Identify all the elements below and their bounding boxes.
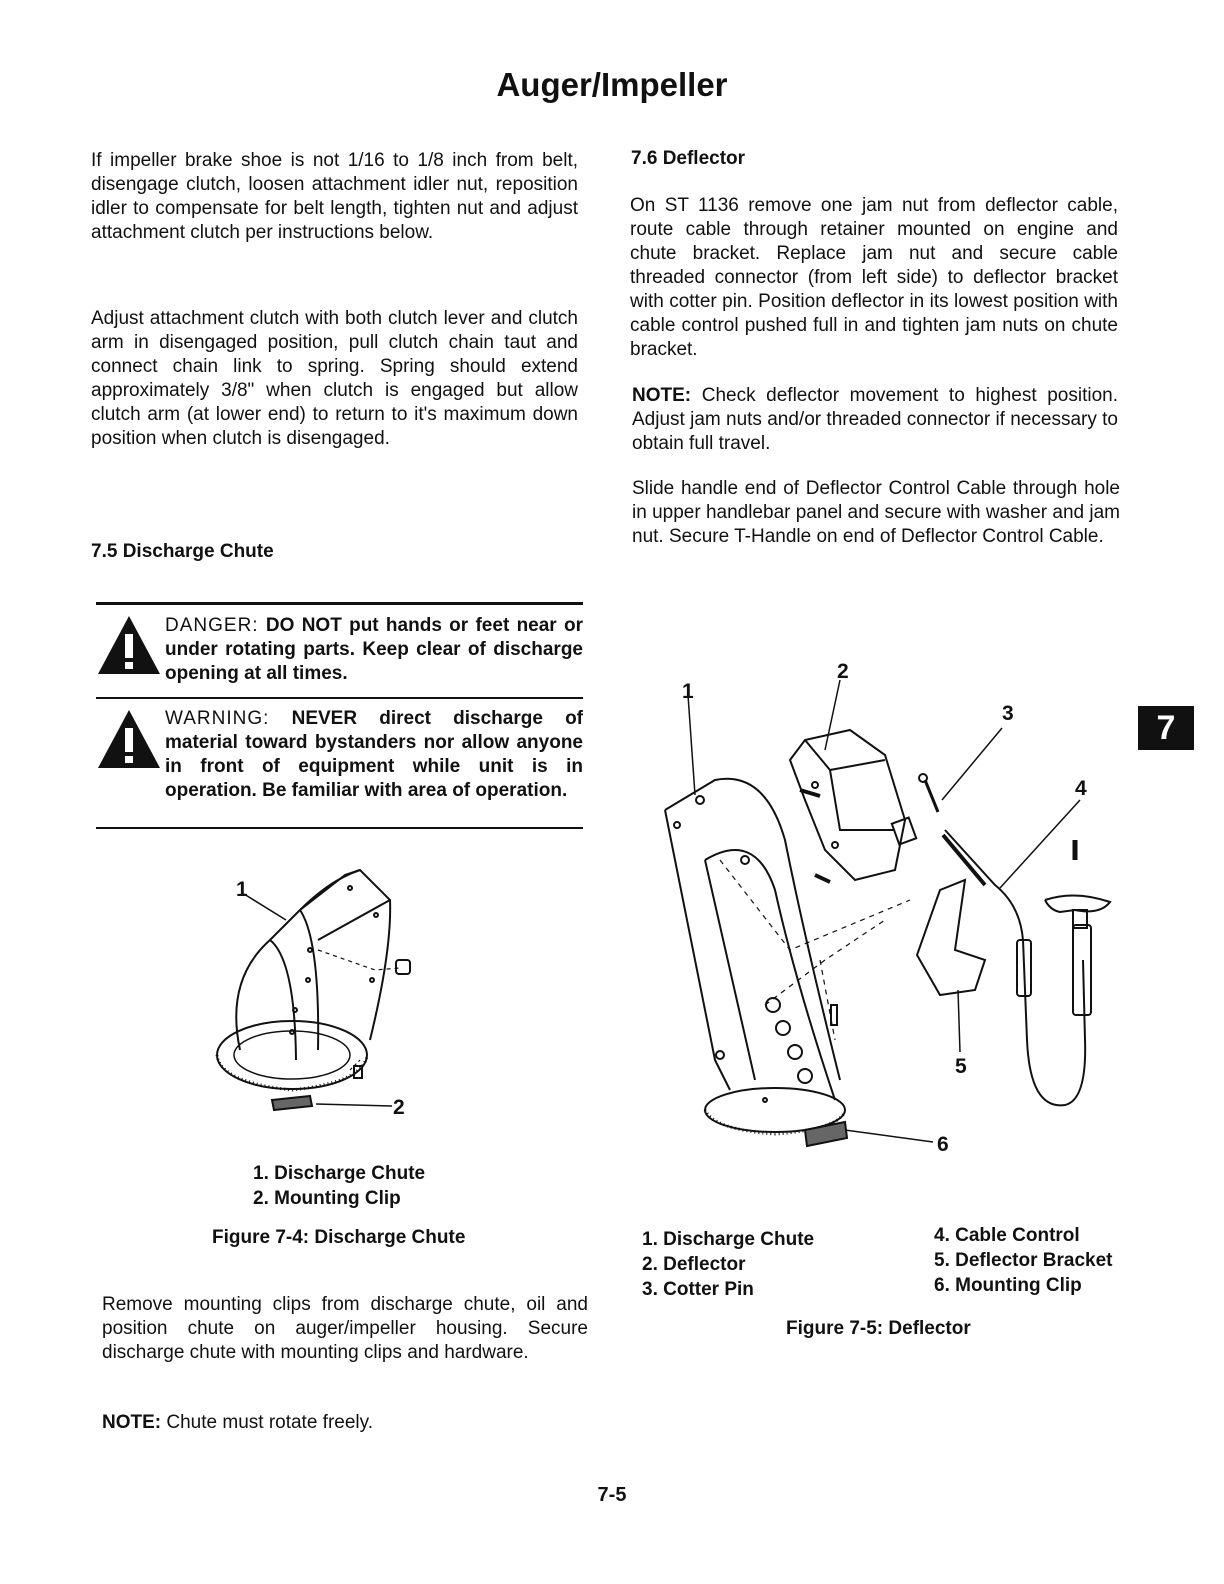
left-paragraph-2: Adjust attachment clutch with both clutch lever and clutch arm in disengaged position, pull clutch chain taut and connect chain link to spring. Spring should extend approximately 3/8" when clutch is engaged but allow clutch arm (at lower end) to return to it's maximum down position when clutch is disengaged. — [91, 308, 578, 449]
danger-icon — [96, 614, 162, 676]
warning-bottom-rule — [96, 827, 583, 829]
right-note — [632, 384, 1118, 456]
right-paragraph-1: On ST 1136 remove one jam nut from deflector cable, route cable through retainer mounted on engine and chute bracket. Replace jam nut and secure cable threaded connector (from left side) to deflector bracket with cotter pin. Position deflector in its lowest position with cable control pushed full in and tighten jam nuts on chute bracket. — [630, 195, 1118, 360]
danger-top-rule — [96, 602, 583, 605]
figure-7-5-callout-1: 1 — [682, 680, 694, 703]
figure-7-5-legend-right — [934, 1223, 1112, 1298]
left-paragraph-3: Remove mounting clips from discharge chute, oil and position chute on auger/impeller housing. Secure discharge chute with mounting clips and hardware. — [102, 1294, 588, 1363]
legend-item: 2. Deflector — [642, 1254, 746, 1275]
section-tab: 7 — [1138, 706, 1194, 750]
legend-item: 6. Mounting Clip — [934, 1275, 1082, 1296]
danger-block — [165, 614, 583, 686]
left-note — [102, 1411, 588, 1435]
right-paragraph-2: Slide handle end of Deflector Control Cable through hole in upper handlebar panel and secure with washer and jam nut. Secure T-Handle on end of Deflector Control Cable. — [632, 478, 1120, 547]
figure-7-4-legend — [253, 1161, 425, 1211]
warning-text: NEVER direct discharge of material toward bystanders nor allow anyone in front of equipment while unit is in operation. Be familiar with area of operation. — [165, 708, 584, 801]
danger-label: DANGER: — [165, 615, 259, 636]
section-heading-7-5: 7.5 Discharge Chute — [91, 541, 274, 562]
figure-7-5-drawing — [655, 660, 1115, 1180]
page-title: Auger/Impeller — [496, 66, 728, 103]
figure-7-5-legend-left — [642, 1227, 814, 1302]
danger-text: DO NOT put hands or feet near or under rotating parts. Keep clear of discharge opening at all times. — [165, 615, 583, 684]
note-text: Check deflector movement to highest position. Adjust jam nuts and/or threaded connector if necessary to obtain full travel. — [632, 385, 1118, 454]
note-label: NOTE: — [102, 1412, 162, 1433]
legend-item: 5. Deflector Bracket — [934, 1250, 1113, 1271]
legend-item: 1. Discharge Chute — [642, 1229, 815, 1250]
warning-label: WARNING: — [165, 708, 270, 729]
legend-item: 3. Cotter Pin — [642, 1279, 754, 1300]
left-paragraph-1: If impeller brake shoe is not 1/16 to 1/8 inch from belt, disengage clutch, loosen attachment idler nut, reposition idler to compensate for belt length, tighten nut and adjust attachment clutch per instructions below. — [91, 150, 578, 243]
figure-7-5-callout-2: 2 — [837, 660, 849, 683]
figure-7-4-caption: Figure 7-4: Discharge Chute — [212, 1227, 466, 1248]
legend-item: 2. Mounting Clip — [253, 1188, 401, 1209]
figure-7-4-callout-1: 1 — [236, 878, 248, 901]
warning-icon — [96, 708, 162, 770]
page-number: 7-5 — [597, 1484, 627, 1506]
figure-7-5-callout-4: 4 — [1075, 777, 1087, 800]
figure-7-5-callout-5: 5 — [955, 1055, 967, 1078]
figure-7-5-callout-6: 6 — [937, 1133, 949, 1156]
legend-item: 4. Cable Control — [934, 1225, 1080, 1246]
figure-7-5-caption: Figure 7-5: Deflector — [786, 1318, 971, 1339]
figure-7-5-callout-3: 3 — [1002, 702, 1014, 725]
warning-block — [165, 707, 583, 803]
note-label: NOTE: — [632, 385, 692, 406]
note-text: Chute must rotate freely. — [166, 1412, 374, 1433]
danger-bottom-rule — [96, 697, 583, 699]
section-heading-7-6: 7.6 Deflector — [631, 148, 746, 169]
legend-item: 1. Discharge Chute — [253, 1163, 426, 1184]
figure-7-4-callout-2: 2 — [393, 1096, 405, 1119]
